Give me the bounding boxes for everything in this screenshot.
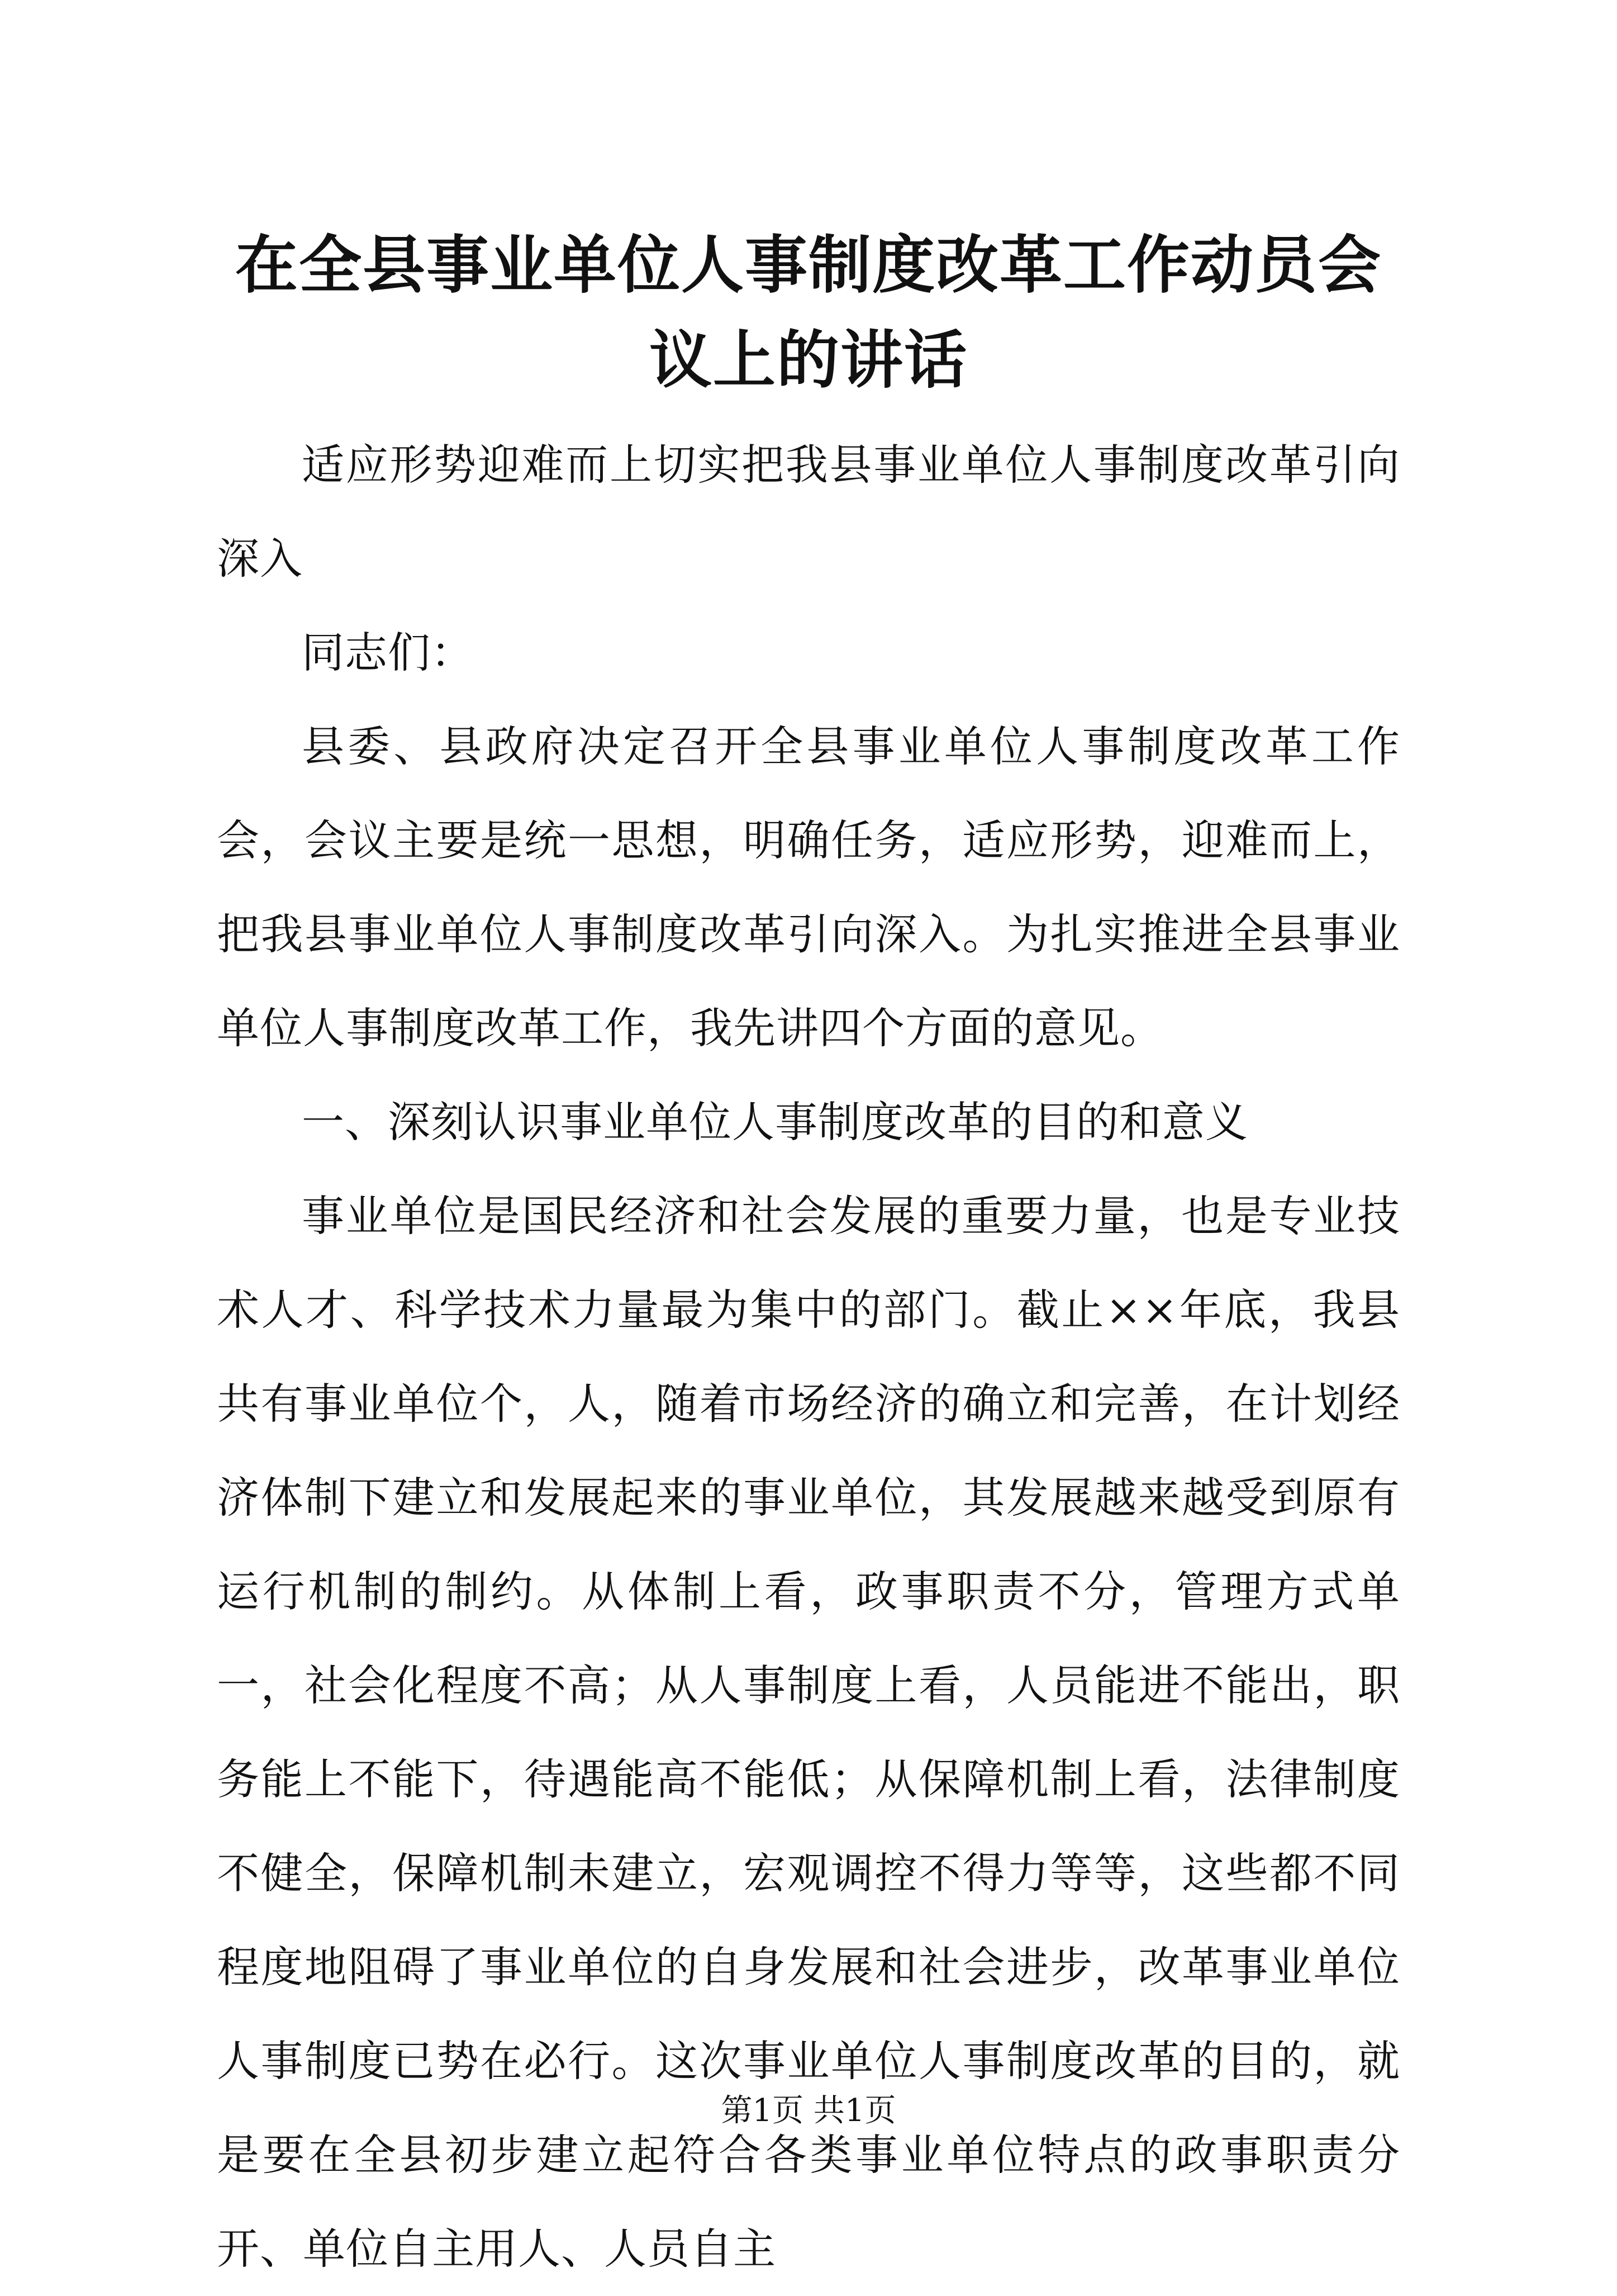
salutation-paragraph: 同志们：: [302, 628, 474, 677]
page-footer: 第1页 共1页: [721, 2093, 896, 2129]
document-title: 在全县事业单位人事制度改革工作动员会议上的讲话: [235, 229, 1382, 397]
subtitle-paragraph: 适应形势迎难而上切实把我县事业单位人事制度改革引向深入: [217, 440, 1400, 584]
intro-paragraph: 县委、县政府决定召开全县事业单位人事制度改革工作会，会议主要是统一思想，明确任务，适应形势，迎难而上，把我县事业单位人事制度改革引向深入。为扎实推进全县事业单位人事制度改革工作，我先讲四个方面的意见。: [217, 722, 1400, 1053]
section-heading: 一、深刻认识事业单位人事制度改革的目的和意义: [302, 1097, 1248, 1147]
document-body: [217, 418, 1400, 2296]
body-paragraph: 事业单位是国民经济和社会发展的重要力量，也是专业技术人才、科学技术力量最为集中的部门。截止××年底，我县共有事业单位个，人，随着市场经济的确立和完善，在计划经济体制下建立和发展起来的事业单位，其发展越来越受到原有运行机制的制约。从体制上看，政事职责不分，管理方式单一，社会化程度不高；从人事制度上看，人员能进不能出，职务能上不能下，待遇能高不能低；从保障机制上看，法律制度不健全，保障机制未建立，宏观调控不得力等等，这些都不同程度地阻碍了事业单位的自身发展和社会进步，改革事业单位人事制度已势在必行。这次事业单位人事制度改革的目的，就是要在全县初步建立起符合各类事业单位特点的政事职责分开、单位自主用人、人员自主: [217, 1191, 1400, 2274]
